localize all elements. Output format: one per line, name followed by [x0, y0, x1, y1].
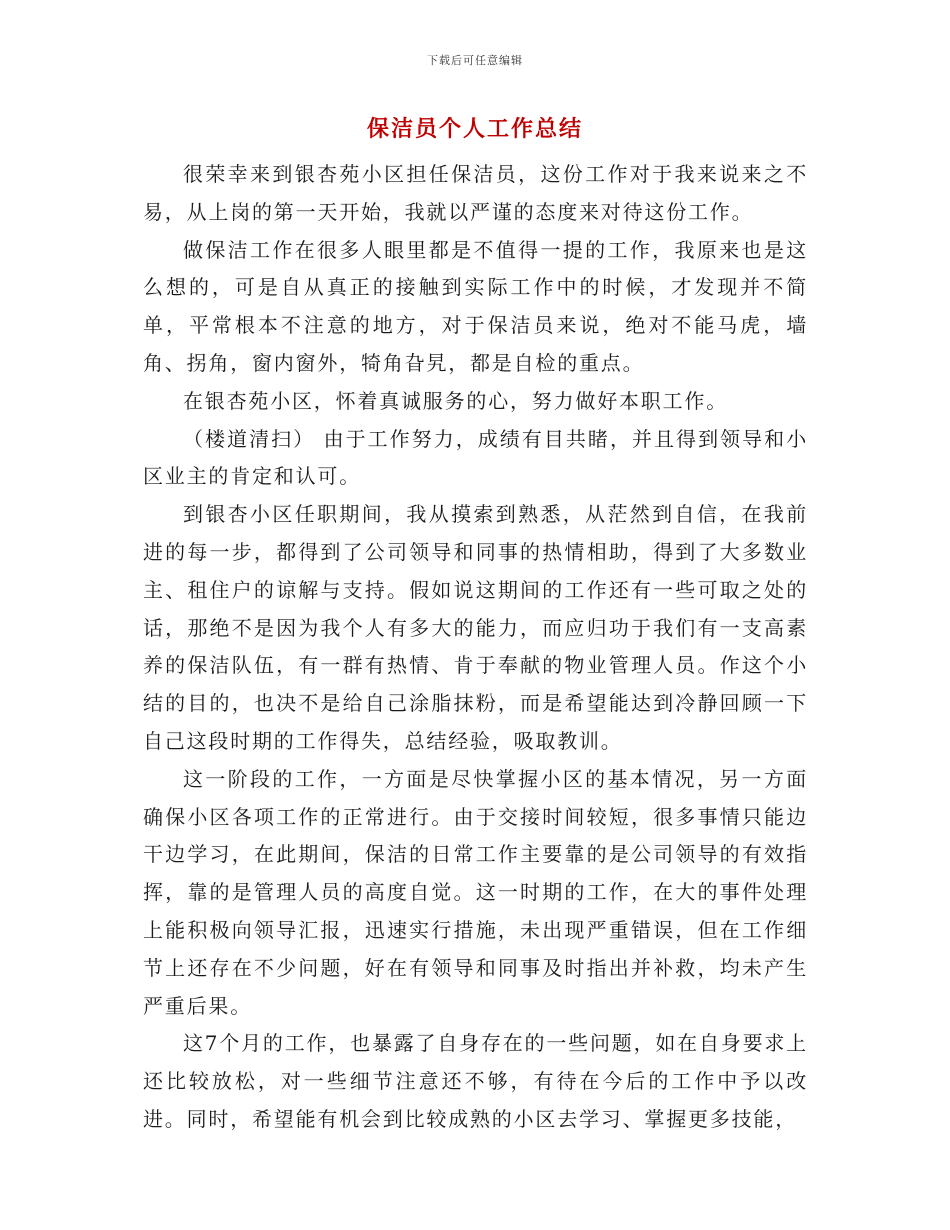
document-body — [143, 156, 808, 1139]
paragraph-4: （楼道清扫） 由于工作努力，成绩有目共睹，并且得到领导和小区业主的肯定和认可。 — [143, 426, 808, 489]
paragraph-2: 做保洁工作在很多人眼里都是不值得一提的工作，我原来也是这么想的，可是自从真正的接触到实际工作中的时候，才发现并不简单，平常根本不注意的地方，对于保洁员来说，绝对不能马虎，墙角、拐角，窗内窗外，犄角旮旯，都是自检的重点。 — [143, 237, 808, 375]
paragraph-7: 这7个月的工作，也暴露了自身存在的一些问题，如在自身要求上还比较放松，对一些细节注意还不够，有待在今后的工作中予以改进。同时，希望能有机会到比较成熟的小区去学习、掌握更多技能， — [143, 1031, 808, 1131]
document-title: 保洁员个人工作总结 — [366, 116, 583, 142]
paragraph-6: 这一阶段的工作，一方面是尽快掌握小区的基本情况，另一方面确保小区各项工作的正常进行。由于交接时间较短，很多事情只能边干边学习，在此期间，保洁的日常工作主要靠的是公司领导的有效指挥，靠的是管理人员的高度自觉。这一时期的工作，在大的事件处理上能积极向领导汇报，迅速实行措施，未出现严重错误，但在工作细节上还存在不少问题，好在有领导和同事及时指出并补救，均未产生严重后果。 — [143, 766, 808, 1018]
header-note: 下载后可任意编辑 — [427, 54, 523, 67]
paragraph-5: 到银杏小区任职期间，我从摸索到熟悉，从茫然到自信，在我前进的每一步，都得到了公司领导和同事的热情相助，得到了大多数业主、租住户的谅解与支持。假如说这期间的工作还有一些可取之处的话，那绝不是因为我个人有多大的能力，而应归功于我们有一支高素养的保洁队伍，有一群有热情、肯于奉献的物业管理人员。作这个小结的目的，也决不是给自己涂脂抹粉，而是希望能达到冷静回顾一下自己这段时期的工作得失，总结经验，吸取教训。 — [143, 502, 808, 753]
paragraph-3: 在银杏苑小区，怀着真诚服务的心，努力做好本职工作。 — [183, 388, 728, 413]
paragraph-1: 很荣幸来到银杏苑小区担任保洁员，这份工作对于我来说来之不易，从上岗的第一天开始，我就以严谨的态度来对待这份工作。 — [143, 162, 808, 224]
